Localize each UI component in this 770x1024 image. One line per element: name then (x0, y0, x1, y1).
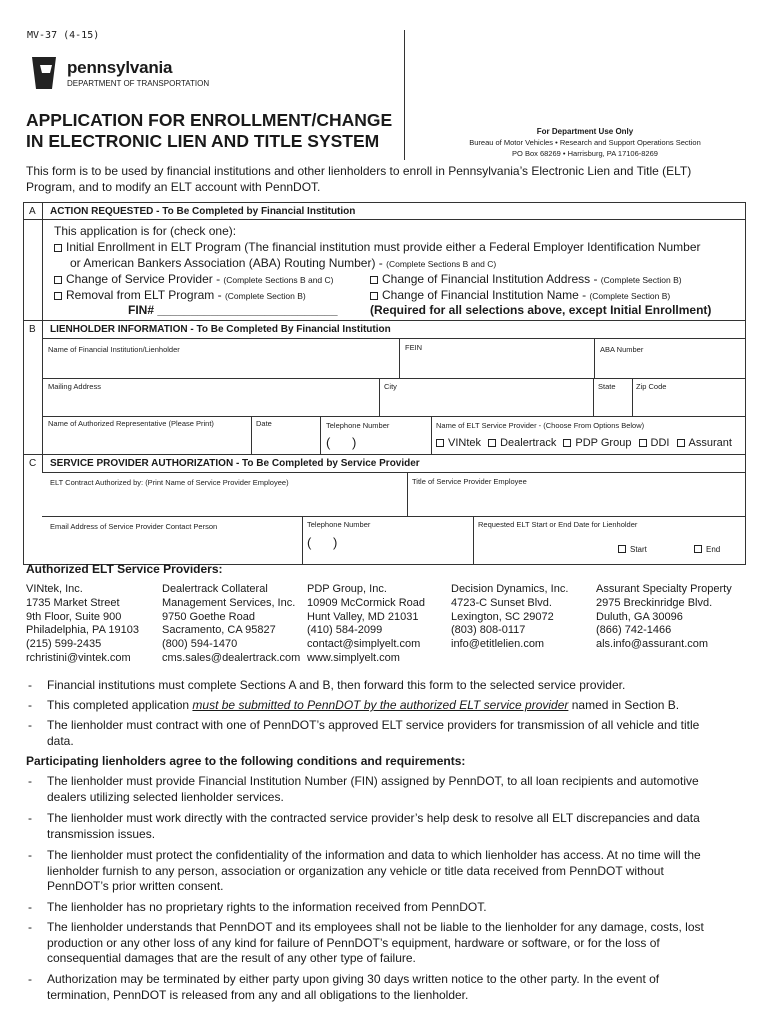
condition-5 (47, 920, 747, 967)
bullet-dash: - (28, 678, 32, 692)
logo-dept: DEPARTMENT OF TRANSPORTATION (67, 79, 210, 88)
condition-line: Authorization may be terminated by either party upon giving 30 days written notice to the other party. In the event of (47, 972, 660, 986)
row2-divider-1 (379, 378, 380, 416)
institution-name-field[interactable]: Name of Financial Institution/Lienholder (48, 345, 180, 354)
provider-line: Assurant Specialty Property (596, 583, 732, 595)
intro-text (26, 164, 756, 195)
bullet-dash: - (28, 920, 32, 934)
initial-enrollment-note: (Complete Sections B and C) (386, 258, 497, 269)
provider-line: Management Services, Inc. (162, 596, 296, 609)
pdp-label: PDP Group (575, 437, 632, 449)
section-a-prompt: This application is for (check one): (54, 224, 237, 238)
provider-line: Duluth, GA 30096 (596, 610, 683, 623)
fin-note: (Required for all selections above, except Initial Enrollment) (370, 303, 712, 317)
dept-use-line-1: Bureau of Motor Vehicles • Research and Support Operations Section (469, 138, 701, 147)
provider-line: (866) 742-1466 (596, 624, 672, 637)
provider-line: Decision Dynamics, Inc. (451, 583, 569, 595)
provider-option-pdp[interactable] (563, 437, 631, 449)
provider-line: 9th Floor, Suite 900 (26, 610, 122, 623)
provider-line: contact@simplyelt.com (307, 638, 421, 651)
bullet-dash: - (28, 718, 32, 732)
instruction-2-b: named in Section B. (568, 698, 680, 712)
instruction-2-a: This completed application (47, 698, 193, 712)
provider-line: cms.sales@dealertrack.com (162, 651, 301, 664)
section-a-letter: A (29, 206, 36, 217)
logo-state: pennsylvania (67, 58, 173, 77)
section-c-header: SERVICE PROVIDER AUTHORIZATION - To Be Completed by Service Provider (50, 458, 420, 469)
dept-use-block (410, 127, 760, 158)
dept-use-heading: For Department Use Only (536, 127, 634, 136)
condition-line: dealers utilizing selected lienholder services. (47, 789, 284, 804)
option-removal[interactable] (54, 288, 306, 302)
change-provider-note: (Complete Sections B and C) (223, 275, 334, 285)
row2-divider-3 (632, 378, 633, 416)
assurant-checkbox[interactable] (677, 439, 685, 447)
provider-line: www.simplyelt.com (307, 651, 400, 664)
mailing-address-field[interactable]: Mailing Address (48, 382, 101, 391)
row2-divider-2 (593, 378, 594, 416)
condition-line: production or any other loss of any kind for failure of PennDOT’s equipment, hardware or software, or for the loss of (47, 935, 660, 950)
provider-block-pdp (307, 583, 425, 666)
assurant-label: Assurant (688, 437, 732, 449)
intro-line-2: Program, and to modify an ELT account with PennDOT. (26, 179, 321, 194)
representative-name-field[interactable]: Name of Authorized Representative (Please Print) (48, 419, 214, 428)
provider-line: (410) 584-2099 (307, 624, 383, 637)
c-telephone-label: Telephone Number (307, 520, 371, 529)
dealertrack-checkbox[interactable] (488, 439, 496, 447)
keystone-icon (26, 55, 62, 91)
condition-line: termination, PennDOT is released from any and all obligations to the lienholder. (47, 987, 469, 1002)
provider-block-assurant (596, 583, 732, 652)
c-telephone-field[interactable]: ( ) (307, 535, 338, 550)
bullet-dash: - (28, 698, 32, 712)
change-address-label: Change of Financial Institution Address - (382, 272, 601, 286)
provider-option-dealertrack[interactable] (488, 437, 556, 449)
service-provider-label: Name of ELT Service Provider - (Choose From Options Below) (436, 421, 645, 430)
condition-6 (47, 972, 747, 1003)
condition-line: transmission issues. (47, 826, 156, 841)
row3-divider-2 (320, 416, 321, 454)
intro-line-1: This form is to be used by financial institutions and other lienholders to enroll in Pennsylvania’s Electronic Lien and Title (ELT) (26, 164, 692, 178)
provider-line: VINtek, Inc. (26, 583, 83, 595)
bullet-dash: - (28, 900, 32, 914)
provider-line: (215) 599-2435 (26, 638, 102, 651)
instruction-3-line: The lienholder must contract with one of PennDOT’s approved ELT service providers for transmission of all vehicle and title (47, 718, 700, 732)
condition-line: The lienholder must protect the confidentiality of the information and data to which lienholder has access. At no time will the (47, 848, 701, 862)
title-line-1: APPLICATION FOR ENROLLMENT/CHANGE (26, 110, 393, 130)
instruction-1: Financial institutions must complete Sections A and B, then forward this form to the selected service provider. (47, 678, 626, 692)
provider-line: 1735 Market Street (26, 596, 120, 609)
provider-employee-title-field[interactable]: Title of Service Provider Employee (412, 477, 527, 486)
removal-checkbox[interactable] (54, 292, 62, 300)
provider-line: 9750 Goethe Road (162, 610, 255, 623)
instruction-2-emphasis: must be submitted to PennDOT by the authorized ELT service provider (192, 698, 569, 712)
instruction-3-line: data. (47, 733, 74, 748)
ddi-label: DDI (650, 437, 670, 449)
change-provider-checkbox[interactable] (54, 276, 62, 284)
conditions-heading: Participating lienholders agree to the following conditions and requirements: (26, 754, 466, 768)
dept-use-line-2: PO Box 68269 • Harrisburg, PA 17106-8269 (512, 149, 658, 158)
contract-authorized-field[interactable]: ELT Contract Authorized by: (Print Name of Service Provider Employee) (50, 478, 289, 487)
end-option[interactable] (694, 545, 720, 554)
zip-code-field[interactable]: Zip Code (636, 382, 667, 391)
bullet-dash: - (28, 848, 32, 862)
authorized-providers-heading: Authorized ELT Service Providers: (26, 562, 223, 576)
provider-block-vintek (26, 583, 139, 666)
change-name-note: (Complete Section B) (589, 291, 671, 301)
bullet-dash: - (28, 972, 32, 986)
provider-option-assurant[interactable] (677, 437, 732, 449)
requested-date-label: Requested ELT Start or End Date for Lienholder (478, 520, 638, 529)
change-address-note: (Complete Section B) (600, 275, 682, 285)
pdp-checkbox[interactable] (563, 439, 571, 447)
change-name-label: Change of Financial Institution Name - (382, 288, 590, 302)
initial-enrollment-checkbox[interactable] (54, 244, 62, 252)
start-checkbox[interactable] (618, 545, 626, 553)
section-b-top-rule (23, 320, 746, 321)
provider-line: Sacramento, CA 95827 (162, 624, 276, 637)
section-a-header: ACTION REQUESTED - To Be Completed by Financial Institution (50, 206, 356, 217)
option-change-name[interactable] (370, 288, 670, 302)
removal-note: (Complete Section B) (224, 291, 306, 301)
c-row1-bottom (42, 516, 746, 517)
section-c-top-rule (23, 454, 746, 455)
service-provider-options (436, 437, 732, 449)
change-provider-label: Change of Service Provider - (66, 272, 224, 286)
telephone-label: Telephone Number (326, 421, 390, 430)
provider-line: Lexington, SC 29072 (451, 610, 554, 623)
ddi-checkbox[interactable] (639, 439, 647, 447)
condition-line: The lienholder must work directly with the contracted service provider’s help desk to resolve all ELT discrepancies and data (47, 811, 700, 825)
c-row2-divider-1 (302, 516, 303, 565)
provider-line: 4723-C Sunset Blvd. (451, 596, 552, 609)
change-name-checkbox[interactable] (370, 292, 378, 300)
condition-line: The lienholder understands that PennDOT and its employees shall not be liable to the lienholder for any damage, costs, lost (47, 920, 704, 934)
vintek-checkbox[interactable] (436, 439, 444, 447)
row1-bottom (42, 378, 746, 379)
provider-line: info@etitlelien.com (451, 638, 545, 651)
provider-block-ddi (451, 583, 568, 652)
row1-divider-2 (594, 338, 595, 378)
aba-number-field[interactable]: ABA Number (600, 345, 644, 354)
row3-divider-3 (431, 416, 432, 454)
removal-label: Removal from ELT Program - (66, 288, 225, 302)
c-row2-divider-2 (473, 516, 474, 565)
provider-line: Philadelphia, PA 19103 (26, 624, 139, 637)
fin-field[interactable]: FIN# ___________________________ (128, 303, 338, 317)
state-field[interactable]: State (598, 382, 616, 391)
condition-line: consequential damages that are the result of any other type of failure. (47, 951, 416, 965)
condition-line: PennDOT’s prior written consent. (47, 879, 224, 893)
section-b-header: LIENHOLDER INFORMATION - To Be Completed By Financial Institution (50, 324, 391, 335)
section-a-rule (23, 219, 746, 220)
option-change-provider[interactable] (54, 272, 333, 286)
option-initial-enrollment[interactable] (54, 240, 744, 272)
initial-enrollment-label-2: or American Bankers Association (ABA) Routing Number) - (70, 255, 387, 270)
section-c-letter: C (29, 458, 37, 469)
row1-divider-1 (399, 338, 400, 378)
row2-bottom (42, 416, 746, 417)
provider-option-ddi[interactable] (639, 437, 670, 449)
section-b-letter: B (29, 324, 36, 335)
instruction-3 (47, 718, 747, 749)
section-b-rule (42, 338, 746, 339)
bullet-dash: - (28, 811, 32, 825)
option-change-address[interactable] (370, 272, 682, 286)
condition-1 (47, 774, 747, 805)
provider-line: PDP Group, Inc. (307, 583, 387, 595)
penndot-logo (26, 55, 216, 95)
form-id: MV-37 (4-15) (27, 30, 100, 41)
provider-line: (803) 808-0117 (451, 624, 526, 637)
bullet-dash: - (28, 774, 32, 788)
initial-enrollment-label: Initial Enrollment in ELT Program (The financial institution must provide either a Federal Employer Identification Number (66, 240, 701, 254)
header-divider (404, 30, 405, 160)
provider-line: 10909 McCormick Road (307, 596, 425, 609)
contact-email-field[interactable]: Email Address of Service Provider Contact Person (50, 522, 218, 531)
c-row1-divider (407, 472, 408, 516)
vintek-label: VINtek (448, 437, 482, 449)
provider-line: als.info@assurant.com (596, 638, 709, 651)
condition-line: The lienholder has no proprietary rights to the information received from PennDOT. (47, 900, 487, 914)
provider-line: Hunt Valley, MD 21031 (307, 610, 419, 623)
end-checkbox[interactable] (694, 545, 702, 553)
row3-divider-1 (251, 416, 252, 454)
start-label: Start (630, 545, 647, 554)
condition-4 (47, 900, 747, 916)
provider-line: (800) 594-1470 (162, 638, 238, 651)
instruction-2 (47, 698, 747, 714)
condition-3 (47, 848, 747, 895)
condition-2 (47, 811, 747, 842)
section-c-rule (42, 472, 746, 473)
date-field[interactable]: Date (256, 419, 272, 428)
title-line-2: IN ELECTRONIC LIEN AND TITLE SYSTEM (26, 131, 380, 151)
start-option[interactable] (618, 545, 647, 554)
provider-option-vintek[interactable] (436, 437, 481, 449)
dealertrack-label: Dealertrack (500, 437, 557, 449)
provider-line: rchristini@vintek.com (26, 651, 131, 664)
fein-field[interactable]: FEIN (405, 343, 423, 352)
provider-line: 2975 Breckinridge Blvd. (596, 596, 713, 609)
provider-line: Dealertrack Collateral (162, 583, 268, 595)
provider-block-dealertrack (162, 583, 300, 666)
condition-line: The lienholder must provide Financial Institution Number (FIN) assigned by PennDOT, to all loan recipients and automotive (47, 774, 699, 788)
telephone-field[interactable]: ( ) (326, 435, 357, 450)
change-address-checkbox[interactable] (370, 276, 378, 284)
page-title (26, 110, 392, 152)
city-field[interactable]: City (384, 382, 397, 391)
condition-line: lienholder furnish to any person, association or organization any vehicle or title data received from PennDOT without (47, 863, 664, 878)
end-label: End (706, 545, 721, 554)
